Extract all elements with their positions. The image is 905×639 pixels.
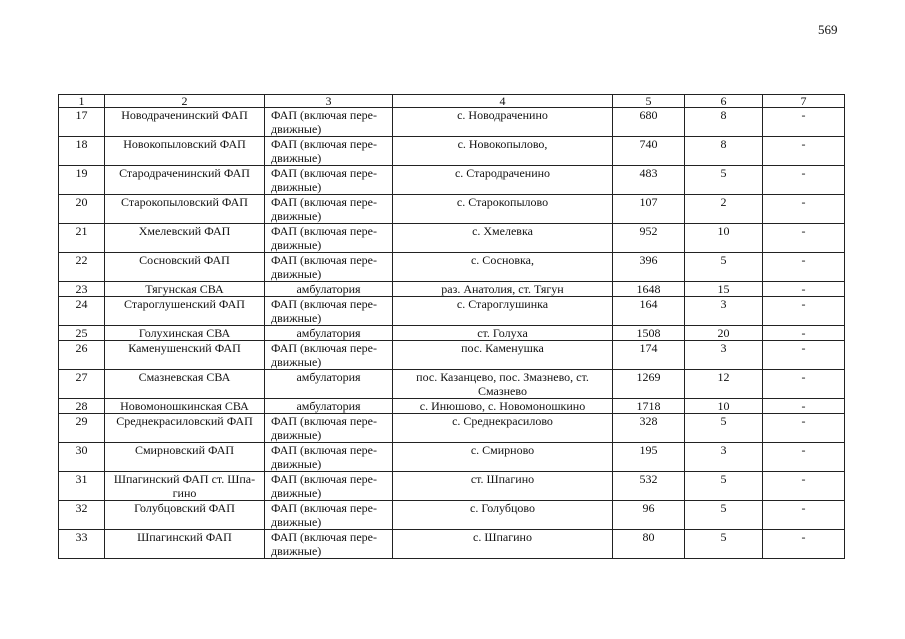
row-number-cell: 32 bbox=[59, 501, 105, 530]
column-5-cell: 80 bbox=[613, 530, 685, 559]
facility-type-cell: ФАП (включая пере-движные) bbox=[265, 195, 393, 224]
column-5-cell: 952 bbox=[613, 224, 685, 253]
column-7-cell: - bbox=[763, 253, 845, 282]
table-row bbox=[59, 414, 845, 443]
row-number-cell: 25 bbox=[59, 326, 105, 341]
facility-type-cell: амбулатория bbox=[265, 370, 393, 399]
row-number-cell: 21 bbox=[59, 224, 105, 253]
facility-type-cell: амбулатория bbox=[265, 326, 393, 341]
row-number-cell: 30 bbox=[59, 443, 105, 472]
row-number-cell: 19 bbox=[59, 166, 105, 195]
column-6-cell: 12 bbox=[685, 370, 763, 399]
header-cell: 7 bbox=[763, 95, 845, 108]
column-6-cell: 3 bbox=[685, 341, 763, 370]
column-6-cell: 10 bbox=[685, 224, 763, 253]
table-row bbox=[59, 253, 845, 282]
column-5-cell: 1269 bbox=[613, 370, 685, 399]
column-7-cell: - bbox=[763, 108, 845, 137]
location-cell: с. Среднекрасилово bbox=[393, 414, 613, 443]
facility-type-cell: ФАП (включая пере-движные) bbox=[265, 297, 393, 326]
facility-type-cell: амбулатория bbox=[265, 282, 393, 297]
facility-type-cell: ФАП (включая пере-движные) bbox=[265, 166, 393, 195]
facility-name-cell: Новокопыловский ФАП bbox=[105, 137, 265, 166]
facility-type-cell: ФАП (включая пере-движные) bbox=[265, 414, 393, 443]
row-number-cell: 18 bbox=[59, 137, 105, 166]
column-6-cell: 2 bbox=[685, 195, 763, 224]
table-row bbox=[59, 341, 845, 370]
table-row bbox=[59, 472, 845, 501]
row-number-cell: 29 bbox=[59, 414, 105, 443]
table-row bbox=[59, 501, 845, 530]
facility-name-cell: Смирновский ФАП bbox=[105, 443, 265, 472]
location-cell: с. Новокопылово, bbox=[393, 137, 613, 166]
row-number-cell: 31 bbox=[59, 472, 105, 501]
location-cell: с. Сосновка, bbox=[393, 253, 613, 282]
facility-type-cell: ФАП (включая пере-движные) bbox=[265, 472, 393, 501]
column-5-cell: 96 bbox=[613, 501, 685, 530]
facility-type-cell: ФАП (включая пере-движные) bbox=[265, 224, 393, 253]
column-5-cell: 396 bbox=[613, 253, 685, 282]
column-6-cell: 15 bbox=[685, 282, 763, 297]
column-6-cell: 8 bbox=[685, 137, 763, 166]
table-row bbox=[59, 399, 845, 414]
column-6-cell: 20 bbox=[685, 326, 763, 341]
table-row bbox=[59, 297, 845, 326]
facility-name-cell: Новомоношкинская СВА bbox=[105, 399, 265, 414]
table-row bbox=[59, 370, 845, 399]
facility-name-cell: Шпагинский ФАП bbox=[105, 530, 265, 559]
location-cell: с. Инюшово, с. Новомоношкино bbox=[393, 399, 613, 414]
facilities-table bbox=[58, 94, 845, 559]
header-cell: 3 bbox=[265, 95, 393, 108]
table-row bbox=[59, 166, 845, 195]
column-7-cell: - bbox=[763, 472, 845, 501]
location-cell: с. Шпагино bbox=[393, 530, 613, 559]
facility-type-cell: ФАП (включая пере-движные) bbox=[265, 108, 393, 137]
column-7-cell: - bbox=[763, 195, 845, 224]
table-row bbox=[59, 282, 845, 297]
column-7-cell: - bbox=[763, 297, 845, 326]
facility-name-cell: Сосновский ФАП bbox=[105, 253, 265, 282]
column-7-cell: - bbox=[763, 414, 845, 443]
facility-type-cell: ФАП (включая пере-движные) bbox=[265, 137, 393, 166]
table-row bbox=[59, 443, 845, 472]
column-5-cell: 164 bbox=[613, 297, 685, 326]
column-7-cell: - bbox=[763, 530, 845, 559]
table-row bbox=[59, 326, 845, 341]
location-cell: с. Стародраченино bbox=[393, 166, 613, 195]
row-number-cell: 20 bbox=[59, 195, 105, 224]
facility-name-cell: Стародраченинский ФАП bbox=[105, 166, 265, 195]
facility-name-cell: Тягунская СВА bbox=[105, 282, 265, 297]
location-cell: с. Новодраченино bbox=[393, 108, 613, 137]
column-7-cell: - bbox=[763, 399, 845, 414]
column-7-cell: - bbox=[763, 166, 845, 195]
facility-name-cell: Шпагинский ФАП ст. Шпа-гино bbox=[105, 472, 265, 501]
table-row bbox=[59, 108, 845, 137]
column-7-cell: - bbox=[763, 224, 845, 253]
facility-name-cell: Смазневская СВА bbox=[105, 370, 265, 399]
column-7-cell: - bbox=[763, 282, 845, 297]
location-cell: с. Смирново bbox=[393, 443, 613, 472]
column-6-cell: 3 bbox=[685, 297, 763, 326]
column-7-cell: - bbox=[763, 443, 845, 472]
row-number-cell: 26 bbox=[59, 341, 105, 370]
column-6-cell: 5 bbox=[685, 530, 763, 559]
column-5-cell: 107 bbox=[613, 195, 685, 224]
facility-name-cell: Каменушенский ФАП bbox=[105, 341, 265, 370]
column-5-cell: 174 bbox=[613, 341, 685, 370]
column-6-cell: 8 bbox=[685, 108, 763, 137]
facility-type-cell: ФАП (включая пере-движные) bbox=[265, 443, 393, 472]
column-7-cell: - bbox=[763, 137, 845, 166]
row-number-cell: 23 bbox=[59, 282, 105, 297]
header-cell: 1 bbox=[59, 95, 105, 108]
facility-type-cell: ФАП (включая пере-движные) bbox=[265, 341, 393, 370]
row-number-cell: 17 bbox=[59, 108, 105, 137]
facility-name-cell: Староглушенский ФАП bbox=[105, 297, 265, 326]
row-number-cell: 33 bbox=[59, 530, 105, 559]
column-7-cell: - bbox=[763, 370, 845, 399]
facility-name-cell: Хмелевский ФАП bbox=[105, 224, 265, 253]
facility-type-cell: амбулатория bbox=[265, 399, 393, 414]
row-number-cell: 27 bbox=[59, 370, 105, 399]
location-cell: пос. Казанцево, пос. Змазнево, ст. Смазнево bbox=[393, 370, 613, 399]
table-row bbox=[59, 137, 845, 166]
column-7-cell: - bbox=[763, 501, 845, 530]
facility-type-cell: ФАП (включая пере-движные) bbox=[265, 501, 393, 530]
table-row bbox=[59, 224, 845, 253]
location-cell: с. Хмелевка bbox=[393, 224, 613, 253]
facility-type-cell: ФАП (включая пере-движные) bbox=[265, 253, 393, 282]
column-7-cell: - bbox=[763, 341, 845, 370]
header-cell: 5 bbox=[613, 95, 685, 108]
location-cell: с. Староглушинка bbox=[393, 297, 613, 326]
row-number-cell: 22 bbox=[59, 253, 105, 282]
column-6-cell: 5 bbox=[685, 166, 763, 195]
row-number-cell: 24 bbox=[59, 297, 105, 326]
location-cell: раз. Анатолия, ст. Тягун bbox=[393, 282, 613, 297]
column-6-cell: 10 bbox=[685, 399, 763, 414]
table-header-row bbox=[59, 95, 845, 108]
row-number-cell: 28 bbox=[59, 399, 105, 414]
column-5-cell: 1648 bbox=[613, 282, 685, 297]
location-cell: пос. Каменушка bbox=[393, 341, 613, 370]
facility-name-cell: Новодраченинский ФАП bbox=[105, 108, 265, 137]
location-cell: ст. Шпагино bbox=[393, 472, 613, 501]
location-cell: ст. Голуха bbox=[393, 326, 613, 341]
header-cell: 4 bbox=[393, 95, 613, 108]
column-6-cell: 3 bbox=[685, 443, 763, 472]
header-cell: 2 bbox=[105, 95, 265, 108]
column-6-cell: 5 bbox=[685, 414, 763, 443]
facility-name-cell: Среднекрасиловский ФАП bbox=[105, 414, 265, 443]
column-5-cell: 195 bbox=[613, 443, 685, 472]
column-6-cell: 5 bbox=[685, 501, 763, 530]
column-5-cell: 532 bbox=[613, 472, 685, 501]
column-5-cell: 1718 bbox=[613, 399, 685, 414]
column-5-cell: 1508 bbox=[613, 326, 685, 341]
table-row bbox=[59, 530, 845, 559]
facility-type-cell: ФАП (включая пере-движные) bbox=[265, 530, 393, 559]
facility-name-cell: Голухинская СВА bbox=[105, 326, 265, 341]
location-cell: с. Голубцово bbox=[393, 501, 613, 530]
column-5-cell: 740 bbox=[613, 137, 685, 166]
column-5-cell: 328 bbox=[613, 414, 685, 443]
column-6-cell: 5 bbox=[685, 472, 763, 501]
page-number: 569 bbox=[818, 22, 838, 37]
column-7-cell: - bbox=[763, 326, 845, 341]
column-5-cell: 680 bbox=[613, 108, 685, 137]
column-6-cell: 5 bbox=[685, 253, 763, 282]
facility-name-cell: Голубцовский ФАП bbox=[105, 501, 265, 530]
facility-name-cell: Старокопыловский ФАП bbox=[105, 195, 265, 224]
column-5-cell: 483 bbox=[613, 166, 685, 195]
location-cell: с. Старокопылово bbox=[393, 195, 613, 224]
header-cell: 6 bbox=[685, 95, 763, 108]
table-row bbox=[59, 195, 845, 224]
